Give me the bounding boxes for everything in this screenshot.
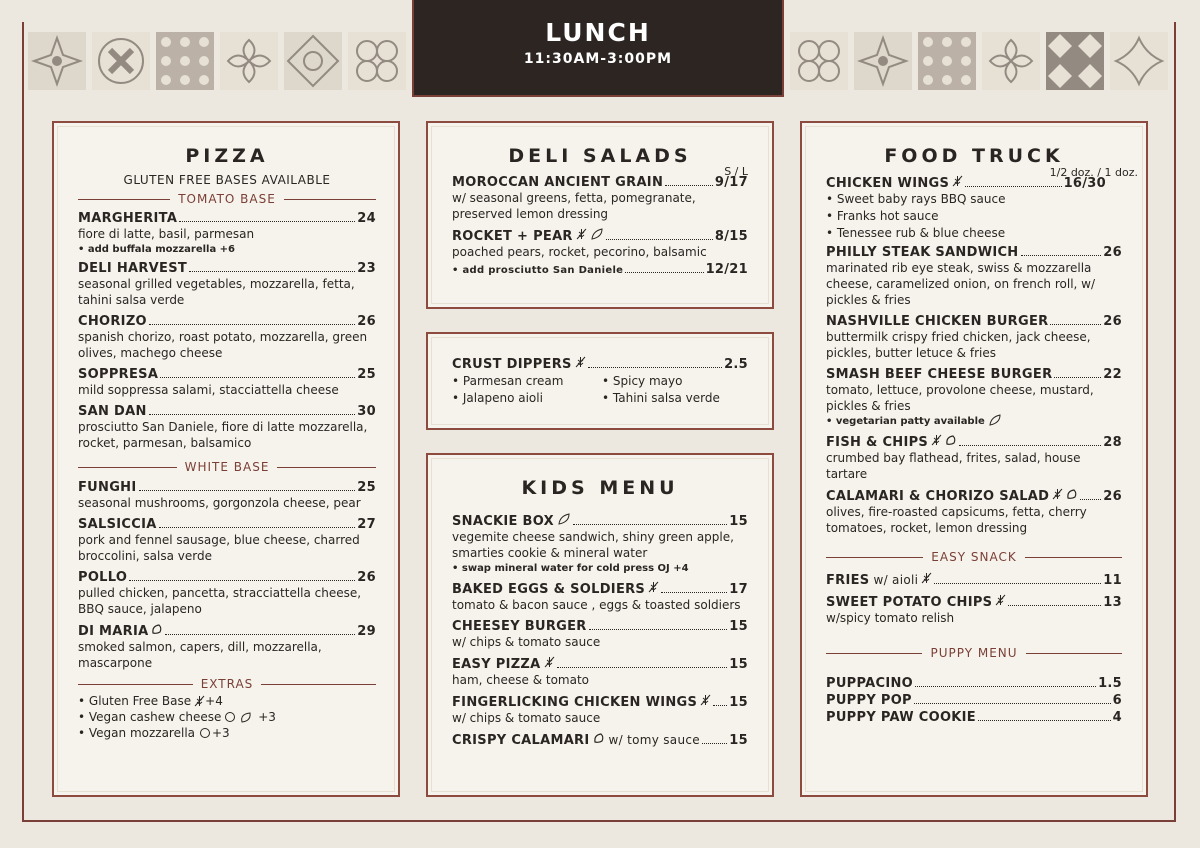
menu-item bbox=[78, 314, 376, 361]
item-price: 6 bbox=[1112, 693, 1122, 708]
gluten-free-icon bbox=[952, 175, 963, 187]
deli-salads-panel bbox=[426, 121, 774, 309]
tile-flower-icon bbox=[220, 32, 278, 90]
menu-item bbox=[452, 619, 748, 650]
menu-item bbox=[826, 594, 1122, 626]
dipper-option: • Jalapeno aioli bbox=[452, 391, 543, 405]
extra-item: • Vegan mozzarella +3 bbox=[78, 726, 230, 740]
item-description: w/ seasonal greens, fetta, pomegranate, preserved lemon dressing bbox=[452, 191, 696, 221]
gluten-free-icon bbox=[1052, 488, 1063, 500]
item-description: pork and fennel sausage, blue cheese, charred broccolini, salsa verde bbox=[78, 533, 360, 563]
item-price: 26 bbox=[1103, 314, 1122, 329]
item-suffix: w/ tomy sauce bbox=[608, 733, 700, 747]
puppy-menu-heading: PUPPY MENU bbox=[826, 646, 1122, 660]
item-description: spanish chorizo, roast potato, mozzarella, green olives, machego cheese bbox=[78, 330, 368, 360]
item-price: 11 bbox=[1103, 573, 1122, 588]
item-name: POLLO bbox=[78, 570, 128, 585]
item-name: PUPPACINO bbox=[826, 676, 914, 691]
sauce-option: • Franks hot sauce bbox=[826, 209, 939, 223]
dipper-options bbox=[452, 373, 748, 407]
item-price: 15 bbox=[729, 514, 748, 529]
item-description: buttermilk crispy fried chicken, jack cheese, pickles, butter letuce & fries bbox=[826, 330, 1091, 360]
menu-item bbox=[78, 480, 376, 511]
item-name: PUPPY PAW COOKIE bbox=[826, 710, 976, 725]
dipper-option: • Spicy mayo bbox=[602, 374, 683, 388]
gluten-free-icon bbox=[194, 695, 205, 707]
item-description: marinated rib eye steak, swiss & mozzarella cheese, caramelized onion, on french roll, w/ pickles & fries bbox=[826, 261, 1096, 307]
gluten-free-icon bbox=[931, 434, 942, 446]
menu-item bbox=[452, 694, 748, 726]
gluten-free-icon bbox=[995, 594, 1006, 606]
menu-item bbox=[452, 356, 748, 372]
tile-flower-icon bbox=[982, 32, 1040, 90]
tile-lattice-icon bbox=[918, 32, 976, 90]
item-price: 15 bbox=[729, 657, 748, 672]
menu-hours: 11:30AM-3:00PM bbox=[523, 51, 673, 67]
item-name: DELI HARVEST bbox=[78, 261, 188, 276]
item-price: 4 bbox=[1112, 710, 1122, 725]
item-name: CRUST DIPPERS bbox=[452, 357, 572, 372]
food-truck-panel bbox=[800, 121, 1148, 797]
menu-item bbox=[826, 572, 1122, 588]
easy-snack-heading: EASY SNACK bbox=[826, 550, 1122, 564]
item-price: 25 bbox=[357, 480, 376, 495]
tile-diamond-icon bbox=[284, 32, 342, 90]
item-name: SAN DAN bbox=[78, 404, 147, 419]
item-description: poached pears, rocket, pecorino, balsamic bbox=[452, 245, 707, 259]
item-price: 24 bbox=[357, 211, 376, 226]
item-price: 16/30 bbox=[1063, 176, 1106, 191]
item-name: MARGHERITA bbox=[78, 211, 178, 226]
item-price: 15 bbox=[729, 695, 748, 710]
pizza-panel bbox=[52, 121, 400, 797]
item-name: SALSICCIA bbox=[78, 517, 157, 532]
item-name: CHEESEY BURGER bbox=[452, 619, 587, 634]
item-name: SOPPRESA bbox=[78, 367, 159, 382]
vegan-icon bbox=[224, 711, 254, 723]
menu-item bbox=[826, 314, 1122, 361]
menu-item bbox=[78, 367, 376, 398]
tile-star-icon bbox=[28, 32, 86, 90]
gluten-free-note: GLUTEN FREE BASES AVAILABLE bbox=[123, 173, 331, 187]
addon-name: • add prosciutto San Daniele bbox=[452, 265, 624, 276]
item-name: FINGERLICKING CHICKEN WINGS bbox=[452, 695, 698, 710]
menu-item bbox=[826, 245, 1122, 308]
item-price: 2.5 bbox=[724, 357, 748, 372]
gluten-free-icon bbox=[700, 694, 711, 706]
gluten-free-icon bbox=[575, 356, 586, 368]
item-name: FUNGHI bbox=[78, 480, 137, 495]
item-price: 22 bbox=[1103, 367, 1122, 382]
menu-item bbox=[78, 404, 376, 451]
item-description: vegemite cheese sandwich, shiny green apple, smarties cookie & mineral water bbox=[452, 530, 734, 560]
item-name: EASY PIZZA bbox=[452, 657, 541, 672]
decorative-tiles-right bbox=[790, 24, 1172, 98]
extra-item: • Gluten Free Base +4 bbox=[78, 694, 223, 708]
item-name: DI MARIA bbox=[78, 624, 149, 639]
item-name: FISH & CHIPS bbox=[826, 435, 929, 450]
menu-item bbox=[826, 676, 1122, 691]
item-addon-note: • vegetarian patty available bbox=[826, 414, 1122, 429]
item-price: 23 bbox=[357, 261, 376, 276]
tile-lattice-icon bbox=[156, 32, 214, 90]
item-price: 25 bbox=[357, 367, 376, 382]
item-price: 27 bbox=[357, 517, 376, 532]
item-price: 26 bbox=[357, 314, 376, 329]
addon-price: 12/21 bbox=[705, 262, 748, 277]
extras-heading: EXTRAS bbox=[78, 677, 376, 691]
item-name: SMASH BEEF CHEESE BURGER bbox=[826, 367, 1053, 382]
seafood-icon bbox=[151, 623, 163, 635]
item-name: CALAMARI & CHORIZO SALAD bbox=[826, 489, 1050, 504]
item-name: CHICKEN WINGS bbox=[826, 176, 950, 191]
item-price: 26 bbox=[1103, 489, 1122, 504]
item-name: CHORIZO bbox=[78, 314, 147, 329]
size-label: 1/2 doz. / 1 doz. bbox=[1049, 166, 1138, 179]
item-price: 28 bbox=[1103, 435, 1122, 450]
tile-cross-icon bbox=[1110, 32, 1168, 90]
item-price: 29 bbox=[357, 624, 376, 639]
item-description: fiore di latte, basil, parmesan bbox=[78, 227, 255, 241]
menu-header bbox=[412, 0, 784, 97]
extras-list bbox=[78, 693, 376, 741]
item-description: crumbed bay flathead, frites, salad, house tartare bbox=[826, 451, 1081, 481]
white-base-heading: WHITE BASE bbox=[78, 460, 376, 474]
extra-item: • Vegan cashew cheese +3 bbox=[78, 710, 276, 724]
item-name: PHILLY STEAK SANDWICH bbox=[826, 245, 1019, 260]
item-suffix: w/ aioli bbox=[873, 573, 919, 587]
item-description: olives, fire-roasted capsicums, fetta, cherry tomatoes, rocket, lemon dressing bbox=[826, 505, 1087, 535]
menu-item bbox=[452, 175, 748, 222]
menu-item bbox=[826, 488, 1122, 536]
kids-menu-panel bbox=[426, 453, 774, 797]
pizza-title: PIZZA bbox=[185, 145, 269, 167]
sauce-option: • Sweet baby rays BBQ sauce bbox=[826, 192, 1006, 206]
item-price: 8/15 bbox=[714, 229, 748, 244]
vegetarian-icon bbox=[988, 414, 1002, 426]
item-description: seasonal grilled vegetables, mozzarella, fetta, tahini salsa verde bbox=[78, 277, 355, 307]
vegetarian-icon bbox=[590, 228, 604, 240]
seafood-icon bbox=[945, 434, 957, 446]
food-truck-title: FOOD TRUCK bbox=[884, 145, 1064, 167]
item-price: 13 bbox=[1103, 595, 1122, 610]
menu-item bbox=[452, 732, 748, 748]
tile-lattice-icon bbox=[1046, 32, 1104, 90]
item-price: 17 bbox=[729, 582, 748, 597]
item-description: seasonal mushrooms, gorgonzola cheese, pear bbox=[78, 496, 361, 510]
menu-item bbox=[826, 710, 1122, 725]
item-name: PUPPY POP bbox=[826, 693, 912, 708]
menu-item bbox=[826, 367, 1122, 429]
menu-item bbox=[452, 228, 748, 260]
item-description: smoked salmon, capers, dill, mozzarella, mascarpone bbox=[78, 640, 322, 670]
item-addon-note: • swap mineral water for cold press OJ +4 bbox=[452, 563, 689, 574]
item-description: prosciutto San Daniele, fiore di latte mozzarella, rocket, parmesan, balsamico bbox=[78, 420, 368, 450]
menu-item bbox=[452, 513, 748, 576]
menu-title: LUNCH bbox=[545, 18, 651, 47]
item-price: 26 bbox=[1103, 245, 1122, 260]
item-name: ROCKET + PEAR bbox=[452, 229, 573, 244]
item-price: 15 bbox=[729, 619, 748, 634]
wing-sauce-options bbox=[826, 191, 1122, 242]
menu-item bbox=[826, 693, 1122, 708]
menu-item bbox=[78, 261, 376, 308]
item-description: mild soppressa salami, stacciattella cheese bbox=[78, 383, 339, 397]
item-price: 1.5 bbox=[1098, 676, 1122, 691]
seafood-icon bbox=[1066, 488, 1078, 500]
item-name: SWEET POTATO CHIPS bbox=[826, 595, 993, 610]
gluten-free-icon bbox=[544, 656, 555, 668]
item-price: 30 bbox=[357, 404, 376, 419]
size-label: S / L bbox=[724, 165, 748, 178]
vegetarian-icon bbox=[557, 513, 571, 525]
menu-item bbox=[452, 656, 748, 688]
vegan-icon bbox=[198, 727, 212, 739]
menu-item bbox=[78, 517, 376, 564]
item-name: NASHVILLE CHICKEN BURGER bbox=[826, 314, 1049, 329]
item-description: tomato & bacon sauce , eggs & toasted soldiers bbox=[452, 598, 741, 612]
item-price: 15 bbox=[729, 733, 748, 748]
item-description: w/ chips & tomato sauce bbox=[452, 635, 601, 649]
item-description: ham, cheese & tomato bbox=[452, 673, 590, 687]
tile-star-icon bbox=[854, 32, 912, 90]
dipper-option: • Tahini salsa verde bbox=[602, 391, 720, 405]
item-description: tomato, lettuce, provolone cheese, mustard, pickles & fries bbox=[826, 383, 1094, 413]
menu-item bbox=[78, 570, 376, 617]
tile-rings-icon bbox=[790, 32, 848, 90]
item-price: 26 bbox=[357, 570, 376, 585]
item-description: w/spicy tomato relish bbox=[826, 611, 955, 625]
menu-item bbox=[452, 581, 748, 613]
gluten-free-icon bbox=[921, 572, 932, 584]
seafood-icon bbox=[593, 732, 605, 744]
addon-row bbox=[452, 262, 748, 278]
item-name: MOROCCAN ANCIENT GRAIN bbox=[452, 175, 664, 190]
item-name: CRISPY CALAMARI bbox=[452, 733, 590, 748]
tile-rings-icon bbox=[348, 32, 406, 90]
sauce-option: • Tenessee rub & blue cheese bbox=[826, 226, 1006, 240]
item-addon-note: • add buffala mozzarella +6 bbox=[78, 244, 236, 255]
menu-item bbox=[78, 211, 376, 257]
menu-item bbox=[826, 175, 1122, 242]
gluten-free-icon bbox=[648, 581, 659, 593]
menu-item bbox=[826, 434, 1122, 482]
crust-dippers-panel bbox=[426, 332, 774, 430]
dipper-option: • Parmesan cream bbox=[452, 374, 564, 388]
item-description: w/ chips & tomato sauce bbox=[452, 711, 601, 725]
item-name: FRIES bbox=[826, 573, 870, 588]
menu-item bbox=[78, 623, 376, 671]
tomato-base-heading: TOMATO BASE bbox=[78, 192, 376, 206]
tile-cross-icon bbox=[92, 32, 150, 90]
item-name: BAKED EGGS & SOLDIERS bbox=[452, 582, 646, 597]
decorative-tiles-left bbox=[28, 24, 408, 98]
deli-salads-title: DELI SALADS bbox=[508, 145, 692, 167]
item-description: pulled chicken, pancetta, stracciattella cheese, BBQ sauce, jalapeno bbox=[78, 586, 362, 616]
item-name: SNACKIE BOX bbox=[452, 514, 554, 529]
kids-menu-title: KIDS MENU bbox=[521, 477, 679, 499]
item-price: 9/17 bbox=[714, 175, 748, 190]
gluten-free-icon bbox=[576, 228, 587, 240]
